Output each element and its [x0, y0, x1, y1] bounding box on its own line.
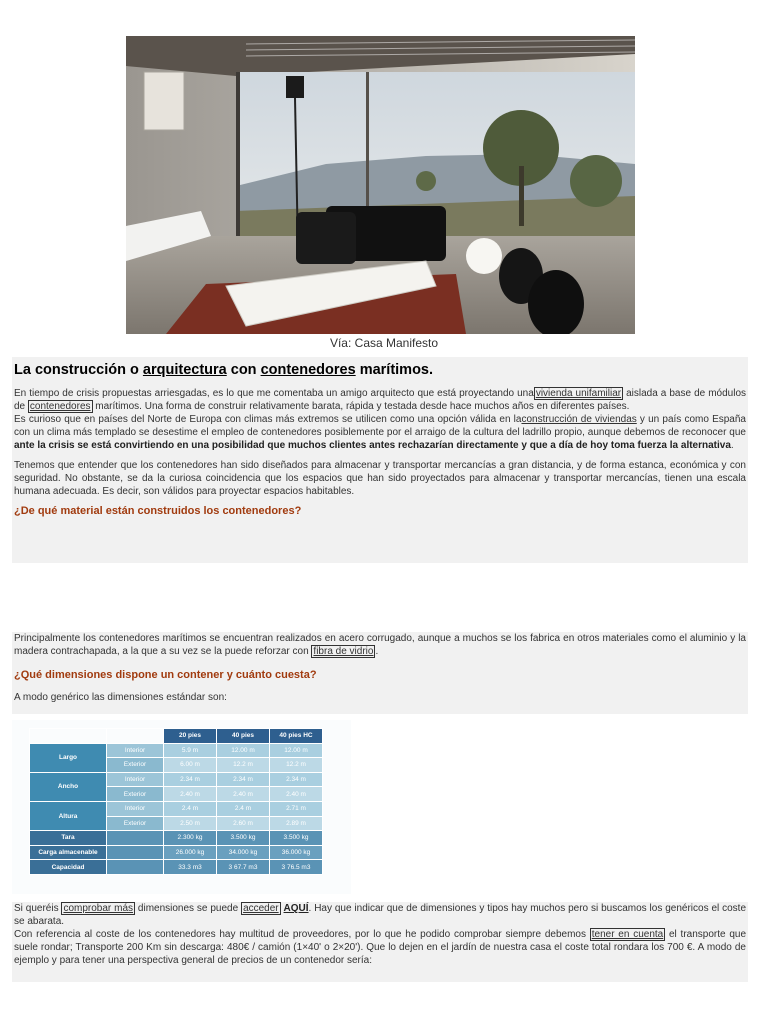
heading-dimensiones: ¿Qué dimensiones dispone un contener y cuánto cuesta? — [14, 669, 317, 681]
link-fibra-vidrio[interactable]: fibra de vidrio — [313, 646, 374, 657]
paragraph-escala-humana: Tenemos que entender que los contenedores han sido diseñados para almacenar y transportar mercancías a gran distancia, y de forma estanca, económica y con seguridad. No obstante, se da la curiosa coincidencia que los espacios que han sido proyectados para almacenar y transportar mercancías, tienen una escala humana adecuada. Es decir, son válidos para proyectar espacios habitables. — [14, 460, 746, 497]
table-cell: 36.000 kg — [270, 845, 323, 860]
title-text: con — [226, 362, 261, 378]
link-tener-en-cuenta[interactable]: tener en cuenta — [591, 929, 664, 940]
table-cell: 3 67.7 m3 — [217, 860, 270, 875]
table-cell: 2.40 m — [217, 787, 270, 802]
table-cell: 34.000 kg — [217, 845, 270, 860]
row-sub-label: Interior — [107, 743, 164, 758]
table-cell: 2.40 m — [164, 787, 217, 802]
link-construccion-viviendas[interactable]: construcción de viviendas — [521, 414, 637, 425]
paragraph-acero — [14, 632, 746, 658]
row-group-label: Ancho — [30, 772, 107, 801]
table-cell: 2.34 m — [217, 772, 270, 787]
table-cell: 2.34 m — [164, 772, 217, 787]
table-row — [30, 860, 323, 875]
table-corner — [107, 729, 164, 744]
link-comprobar-mas[interactable]: comprobar más — [63, 903, 134, 914]
paragraph-coste — [14, 928, 746, 967]
title-text: marítimos. — [355, 362, 434, 378]
row-sub-label: Interior — [107, 801, 164, 816]
hero-caption: Vía: Casa Manifesto — [329, 336, 439, 350]
text: En tiempo de crisis propuestas arriesgadas, es lo que me comentaba un amigo arquitecto que está proyectando una — [14, 388, 534, 399]
table-cell: 12.00 m — [217, 743, 270, 758]
table-cell: 12.00 m — [270, 743, 323, 758]
row-group-label: Capacidad — [30, 860, 107, 875]
text: marítimos. Una forma de construir relativamente barata, rápida y testada desde hace muchos años en diferentes países. — [92, 401, 630, 412]
table-cell: 2.4 m — [217, 801, 270, 816]
table-cell: 2.40 m — [270, 787, 323, 802]
text: Es curioso que en países del Norte de Europa con climas más extremos se utilicen como una opción válida en la — [14, 414, 522, 425]
link-contenedores[interactable]: contenedores — [29, 401, 91, 412]
row-group-label: Largo — [30, 743, 107, 772]
link-aqui[interactable]: AQUÍ — [283, 903, 309, 914]
article-title — [14, 361, 746, 379]
table-cell: 33.3 m3 — [164, 860, 217, 875]
table-cell: 3.500 kg — [217, 831, 270, 846]
text: el transporte que suele rondar; Transporte 200 Km sin descarga: 480€ / camión (1×40' o 2×20'). Que lo dejen en el jardín de nuestra casa el coste total rondara los 700 €. A modo de ejemplo y para tener una perspectiva general de precios de un contenedor sería: — [14, 929, 747, 966]
table-row — [30, 801, 323, 816]
table-cell: 5.9 m — [164, 743, 217, 758]
table-cell: 2.34 m — [270, 772, 323, 787]
paragraph-crisis — [14, 387, 746, 413]
row-sub-label: Exterior — [107, 787, 164, 802]
table-cell: 2.60 m — [217, 816, 270, 831]
article-section-intro — [12, 357, 748, 563]
table-cell: 2.4 m — [164, 801, 217, 816]
link-acceder[interactable]: acceder — [243, 903, 279, 914]
table-cell: 2.89 m — [270, 816, 323, 831]
row-group-label: Tara — [30, 831, 107, 846]
row-sub-label — [107, 831, 164, 846]
table-row — [30, 845, 323, 860]
bold-text: ante la crisis se está convirtiendo en una posibilidad que muchos clientes antes rechazarían directamente y que a día de hoy toma fuerza la alternativa — [14, 440, 731, 451]
text: . — [375, 646, 379, 657]
heading-material: ¿De qué material están construidos los contenedores? — [14, 505, 302, 517]
text: y un país como España con un clima más templado se desestime el empleo de contenedores posiblemente por el arraigo de la cultura del ladrillo propio, aunque debemos de reconocer que — [14, 414, 746, 438]
row-sub-label — [107, 860, 164, 875]
table-cell: 12.2 m — [217, 758, 270, 773]
dimensions-table — [29, 728, 323, 875]
article-section-coste — [12, 902, 748, 982]
table-row — [30, 772, 323, 787]
row-group-label: Altura — [30, 801, 107, 830]
row-group-label: Carga almacenable — [30, 845, 107, 860]
row-sub-label — [107, 845, 164, 860]
row-sub-label: Interior — [107, 772, 164, 787]
title-text: La construcción o — [14, 362, 143, 378]
article-section-material — [12, 632, 748, 714]
row-sub-label: Exterior — [107, 816, 164, 831]
table-cell: 3.500 kg — [270, 831, 323, 846]
table-header-row — [30, 729, 323, 744]
row-sub-label: Exterior — [107, 758, 164, 773]
column-header: 20 pies — [164, 729, 217, 744]
link-contenedores-title[interactable]: contenedores — [260, 362, 356, 378]
text: Principalmente los contenedores marítimos se encuentran realizados en acero corrugado, aunque a muchos se los fabrica en otros materiales como el aluminio y la madera contrachapada, a la que a su vez se la puede reforzar con — [14, 633, 746, 657]
table-cell: 26.000 kg — [164, 845, 217, 860]
dimensions-table-image — [12, 720, 351, 894]
table-cell: 2.300 kg — [164, 831, 217, 846]
table-cell: 3 76.5 m3 — [270, 860, 323, 875]
text: . — [730, 440, 734, 451]
table-cell: 2.50 m — [164, 816, 217, 831]
column-header: 40 pies HC — [270, 729, 323, 744]
table-corner — [30, 729, 107, 744]
table-row — [30, 743, 323, 758]
table-row — [30, 831, 323, 846]
text: dimensiones se puede — [135, 903, 242, 914]
text: Si queréis — [14, 903, 62, 914]
link-vivienda-unifamiliar[interactable]: vivienda unifamiliar — [535, 388, 622, 399]
column-header: 40 pies — [217, 729, 270, 744]
paragraph-comprobar — [14, 902, 746, 928]
table-cell: 12.2 m — [270, 758, 323, 773]
table-cell: 6.00 m — [164, 758, 217, 773]
text: Con referencia al coste de los contenedores hay multitud de proveedores, por lo que he podido comprobar siempre debemos — [14, 929, 590, 940]
text: . Hay que indicar que de dimensiones y tipos hay muchos pero si buscamos los genéricos el coste se abarata. — [14, 903, 747, 927]
paragraph-modo-generico: A modo genérico las dimensiones estándar son: — [14, 692, 227, 703]
hero-photo — [126, 36, 635, 334]
paragraph-europa — [14, 413, 746, 452]
table-cell: 2.71 m — [270, 801, 323, 816]
link-arquitectura[interactable]: arquitectura — [142, 362, 227, 378]
text: aislada a base de módulos de — [14, 388, 747, 412]
